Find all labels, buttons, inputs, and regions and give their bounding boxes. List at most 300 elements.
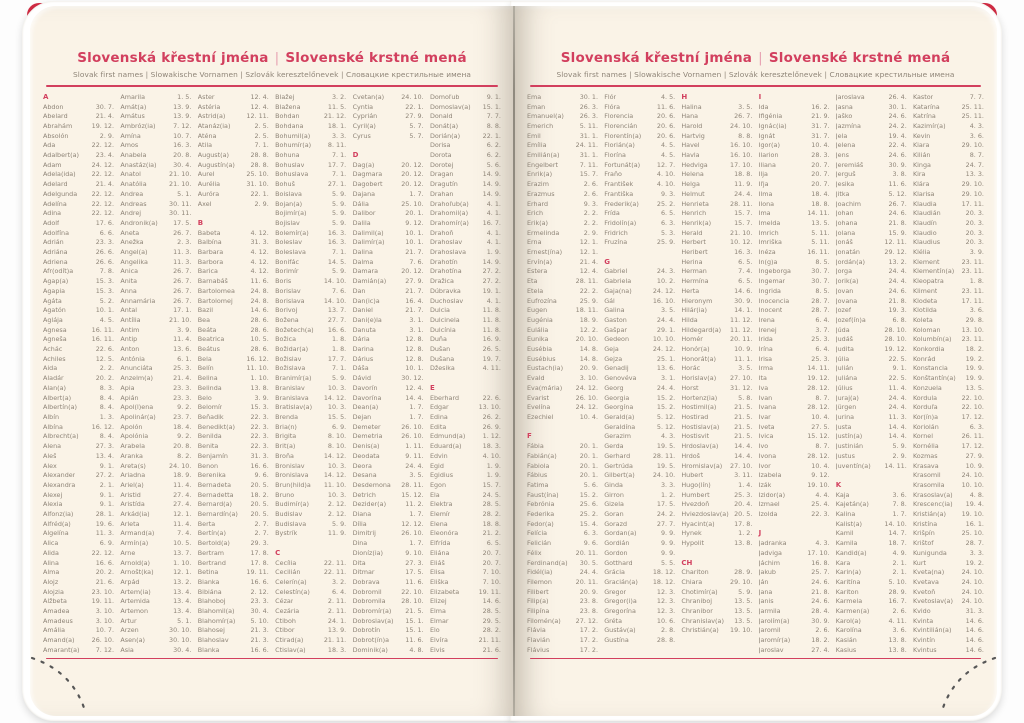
- name-entry: [43, 481, 114, 491]
- entry-name: Ervín(a): [527, 257, 553, 266]
- name-entry: [353, 170, 424, 180]
- entry-name: Anita: [120, 277, 138, 286]
- name-entry: [353, 161, 424, 171]
- entry-name: Elvis: [429, 645, 445, 654]
- entry-date: 7. 1.: [331, 170, 347, 179]
- name-entry: [604, 219, 675, 229]
- entry-name: Branislav: [275, 383, 305, 392]
- entry-date: 18. 2.: [811, 636, 830, 645]
- entry-name: Flavián: [527, 636, 550, 645]
- name-entry: [759, 297, 830, 307]
- name-entry: [836, 636, 907, 646]
- entry-date: 7. 7.: [969, 92, 984, 101]
- name-entry: [759, 597, 830, 607]
- entry-date: 28. 11.: [575, 277, 598, 286]
- name-entry: [681, 141, 752, 151]
- name-entry: [759, 112, 830, 122]
- name-entry: [527, 452, 598, 462]
- name-entry: [759, 229, 830, 239]
- entry-name: Henrich: [681, 209, 707, 218]
- name-entry: [353, 267, 424, 277]
- entry-date: 4. 3.: [815, 539, 830, 548]
- entry-name: Hostirad: [681, 413, 709, 421]
- entry-name: Anica: [120, 267, 139, 276]
- entry-name: Amos: [120, 141, 139, 150]
- name-entry: [759, 364, 830, 374]
- entry-name: Filomén(a): [527, 616, 561, 625]
- entry-name: Emanuel(a): [527, 112, 564, 121]
- entry-date: 24. 10.: [961, 568, 984, 577]
- entry-name: Inocencia: [758, 296, 790, 305]
- entry-date: 4. 10.: [482, 451, 501, 460]
- entry-date: 16. 3.: [327, 228, 347, 237]
- entry-name: Antónia: [120, 354, 145, 363]
- entry-date: 8. 7.: [815, 442, 830, 451]
- entry-name: Ambróz(ia): [120, 121, 156, 130]
- name-entry: [198, 277, 269, 287]
- entry-date: 24. 10.: [961, 577, 984, 586]
- entry-date: 17. 7.: [327, 160, 347, 169]
- entry-name: Jadranka: [758, 539, 787, 548]
- entry-date: 31. 7.: [811, 121, 830, 130]
- entry-name: Hubert: [681, 471, 704, 480]
- entry-date: 2. 2.: [583, 209, 598, 218]
- entry-name: Iveta: [758, 422, 775, 431]
- entry-date: 23. 11.: [961, 257, 984, 266]
- name-entry: [759, 209, 830, 219]
- name-entry: [759, 442, 830, 452]
- entry-name: Faust(ína): [527, 490, 559, 499]
- name-entry: [836, 200, 907, 210]
- name-entry: [353, 326, 424, 336]
- name-entry: [527, 384, 598, 394]
- name-entry: [527, 141, 598, 151]
- entry-name: Estera: [527, 267, 548, 276]
- entry-date: 28. 7.: [811, 306, 830, 315]
- entry-date: 1. 7.: [409, 539, 424, 548]
- name-entry: [604, 578, 675, 588]
- entry-date: 30. 9.: [811, 616, 830, 625]
- name-entry: [681, 588, 752, 598]
- name-entry: [681, 267, 752, 277]
- entry-date: 6. 9.: [99, 539, 114, 548]
- name-entry: [759, 326, 830, 336]
- entry-name: Blahoslav: [197, 636, 229, 645]
- name-entry: [681, 335, 752, 345]
- entry-name: Jovana: [835, 296, 858, 305]
- entry-name: Aristid: [120, 490, 141, 499]
- name-entry: [198, 529, 269, 539]
- entry-name: Krasoslav(a): [912, 490, 953, 499]
- name-entry: [604, 297, 675, 307]
- name-entry: [120, 549, 191, 559]
- name-entry: [43, 432, 114, 442]
- name-entry: [430, 190, 501, 200]
- entry-name: Florián(a): [604, 141, 635, 150]
- entry-date: 27. 3.: [95, 442, 114, 451]
- name-entry: [604, 510, 675, 520]
- entry-name: Grácia: [604, 568, 625, 577]
- entry-name: Artemon: [120, 607, 149, 616]
- name-entry: [120, 306, 191, 316]
- entry-name: Dina: [352, 539, 368, 548]
- entry-date: 13. 5.: [811, 218, 830, 227]
- entry-name: Egid: [429, 461, 444, 470]
- entry-name: Amand(a): [43, 636, 75, 645]
- entry-date: 5. 3.: [660, 228, 676, 237]
- entry-date: 3. 9.: [177, 325, 192, 334]
- perforation-arc-left: [30, 646, 100, 716]
- name-column: [120, 93, 191, 656]
- name-entry: [120, 93, 191, 103]
- entry-date: 2. 7.: [254, 529, 269, 538]
- name-entry: [430, 306, 501, 316]
- name-entry: [913, 364, 984, 374]
- entry-date: 10. 4.: [811, 461, 830, 470]
- entry-date: 13. 9.: [173, 112, 192, 121]
- entry-date: 19. 9.: [965, 364, 984, 373]
- name-entry: [913, 122, 984, 132]
- entry-date: 9. 12.: [405, 218, 424, 227]
- name-entry: [836, 462, 907, 472]
- name-entry: [836, 568, 907, 578]
- entry-date: 24. 4.: [656, 315, 676, 324]
- entry-name: Elma: [429, 607, 446, 616]
- name-entry: [913, 306, 984, 316]
- entry-date: 15. 3.: [250, 403, 269, 412]
- entry-name: Elmar: [429, 616, 449, 625]
- name-entry: [913, 141, 984, 151]
- name-entry: [527, 190, 598, 200]
- name-entry: [43, 306, 114, 316]
- entry-name: Filip(a): [527, 597, 549, 606]
- entry-date: 24. 6.: [888, 209, 907, 218]
- entry-name: Eliška: [429, 577, 449, 586]
- name-entry: [604, 122, 675, 132]
- entry-date: 24. 12.: [575, 383, 598, 392]
- entry-date: 1. 7.: [409, 189, 424, 198]
- name-entry: [430, 151, 501, 161]
- entry-date: 24. 4.: [888, 267, 907, 276]
- entry-name: Apolinár(a): [120, 413, 156, 421]
- entry-date: 12. 1.: [579, 248, 598, 257]
- entry-name: Flávia: [527, 626, 546, 635]
- entry-name: Adalbert(a): [43, 151, 80, 160]
- entry-name: Gustáv(a): [604, 626, 636, 635]
- entry-name: Gregor(i)a: [604, 597, 637, 606]
- entry-date: 24. 1.: [327, 616, 347, 625]
- entry-date: 7. 8.: [892, 500, 907, 509]
- entry-name: Belín: [197, 364, 214, 373]
- name-entry: [198, 442, 269, 452]
- entry-date: 22. 10.: [401, 587, 424, 596]
- entry-name: Erhard: [527, 199, 549, 208]
- name-entry: [353, 287, 424, 297]
- entry-name: Johana: [835, 218, 858, 227]
- entry-date: 14. 1.: [734, 306, 753, 315]
- name-entry: [120, 384, 191, 394]
- entry-date: 10. 9.: [965, 461, 984, 470]
- name-entry: [527, 229, 598, 239]
- name-entry: [43, 539, 114, 549]
- name-entry: [527, 355, 598, 365]
- entry-date: 21. 2.: [482, 529, 501, 538]
- entry-name: Aneta: [120, 228, 140, 237]
- entry-date: 26. 7.: [888, 199, 907, 208]
- entry-date: 16. 11.: [91, 325, 114, 334]
- letter-header: B: [197, 218, 204, 227]
- name-entry: [353, 491, 424, 501]
- entry-date: 19. 1.: [482, 286, 501, 295]
- entry-name: Deora: [352, 461, 372, 470]
- entry-name: Amália: [43, 626, 65, 635]
- entry-name: Irína: [758, 345, 773, 354]
- entry-name: Katrína: [912, 112, 936, 121]
- entry-name: Galina: [604, 306, 625, 315]
- name-entry: [120, 374, 191, 384]
- name-entry: [759, 287, 830, 297]
- entry-name: Irma: [758, 364, 774, 373]
- entry-name: Arnošt(ka): [120, 568, 154, 577]
- entry-name: Hildegard(a): [681, 325, 722, 334]
- entry-date: 20. 6.: [656, 121, 676, 130]
- entry-name: Ignát: [758, 131, 775, 140]
- entry-date: 22. 12.: [91, 548, 114, 557]
- entry-name: Eufrozína: [527, 296, 557, 305]
- entry-name: Imelda: [758, 218, 781, 227]
- entry-name: Drahotína: [429, 267, 462, 276]
- entry-name: Karitína: [835, 577, 861, 586]
- entry-name: Flór: [604, 92, 617, 101]
- entry-date: 9. 3.: [583, 199, 598, 208]
- name-entry: [913, 588, 984, 598]
- entry-name: Adolfína: [43, 228, 69, 237]
- entry-date: 25. 9.: [579, 296, 598, 305]
- name-entry: [43, 170, 114, 180]
- name-entry: [527, 316, 598, 326]
- entry-name: Alan(a): [43, 383, 67, 392]
- entry-name: Františka: [604, 189, 634, 198]
- entry-date: 30. 4.: [173, 645, 192, 654]
- entry-date: 30. 1.: [579, 92, 598, 101]
- name-entry: [120, 452, 191, 462]
- name-entry: [120, 539, 191, 549]
- entry-name: Bruno: [275, 490, 295, 499]
- name-entry: [430, 141, 501, 151]
- name-entry: [759, 617, 830, 627]
- entry-name: Kor(ín)a: [912, 413, 939, 421]
- entry-name: Anatólia: [120, 180, 147, 189]
- letter-header: C: [275, 548, 281, 557]
- entry-name: Adelard: [43, 180, 68, 189]
- entry-date: 26. 6.: [95, 257, 114, 266]
- entry-date: 11. 4.: [173, 335, 192, 344]
- entry-name: Eberhard: [429, 393, 460, 402]
- letter-header: D: [352, 151, 359, 159]
- name-entry: [353, 112, 424, 122]
- entry-date: 22. 5.: [888, 354, 907, 363]
- entry-date: 27. 4.: [173, 500, 192, 509]
- entry-date: 6. 4.: [815, 315, 830, 324]
- name-entry: [198, 500, 269, 510]
- entry-date: 12. 11.: [246, 112, 269, 121]
- name-entry: [43, 364, 114, 374]
- entry-name: Hortenz(ia): [681, 393, 718, 402]
- entry-name: Júda: [835, 325, 850, 334]
- entry-name: Elo: [429, 626, 440, 635]
- entry-name: Helena: [681, 170, 704, 179]
- name-entry: [275, 180, 346, 190]
- entry-name: Kastor: [912, 92, 934, 101]
- entry-name: Hostimil(a): [681, 403, 717, 412]
- name-entry: [913, 626, 984, 636]
- entry-name: Kristína: [912, 519, 938, 528]
- letter-header: F: [527, 432, 532, 441]
- entry-date: 17. 10.: [730, 160, 753, 169]
- entry-name: Dražica: [429, 277, 454, 286]
- entry-name: Anunciáta: [120, 364, 153, 373]
- name-entry: [198, 568, 269, 578]
- entry-date: 4. 1.: [486, 199, 501, 208]
- name-entry: [120, 403, 191, 413]
- entry-date: 20. 5.: [250, 500, 269, 509]
- name-entry: [604, 374, 675, 384]
- entry-name: Ariel(a): [120, 480, 144, 489]
- name-entry: [120, 442, 191, 452]
- name-entry: [275, 578, 346, 588]
- entry-date: 29. 10.: [961, 180, 984, 189]
- name-entry: [198, 364, 269, 374]
- entry-name: Chranibor: [681, 607, 713, 616]
- name-entry: [836, 122, 907, 132]
- entry-date: 11. 6.: [250, 277, 269, 286]
- entry-date: 31. 3.: [250, 238, 269, 247]
- name-entry: [198, 355, 269, 365]
- entry-date: 22. 10.: [961, 393, 984, 402]
- entry-date: 13. 7.: [173, 548, 192, 557]
- entry-name: Adela(ida): [43, 170, 76, 179]
- entry-date: 13. 2.: [888, 257, 907, 266]
- entry-date: 21. 5.: [734, 422, 753, 431]
- entry-name: Horst: [681, 383, 699, 392]
- entry-date: 13. 10.: [961, 325, 984, 334]
- name-entry: [430, 93, 501, 103]
- entry-name: Cyril(a): [352, 121, 376, 130]
- entry-name: Konrád: [912, 354, 936, 363]
- entry-name: Genadij: [604, 364, 629, 373]
- entry-date: 15. 2.: [579, 490, 598, 499]
- name-entry: [527, 568, 598, 578]
- entry-name: Dajana: [352, 189, 376, 198]
- entry-date: 13. 7.: [327, 306, 347, 315]
- entry-date: 19. 2.: [965, 354, 984, 363]
- entry-date: 7. 8.: [99, 267, 114, 276]
- entry-name: Ilja: [758, 170, 768, 179]
- entry-date: 7. 12.: [173, 121, 192, 130]
- entry-date: 14. 11.: [807, 209, 830, 218]
- entry-name: Fraňo: [604, 170, 622, 179]
- name-entry: [527, 364, 598, 374]
- name-entry: [43, 258, 114, 268]
- name-entry: [198, 384, 269, 394]
- name-entry: [681, 510, 752, 520]
- entry-name: Antip: [120, 335, 138, 344]
- name-entry: [527, 151, 598, 161]
- name-entry: [275, 559, 346, 569]
- entry-date: 14. 4.: [405, 393, 424, 402]
- name-columns-left: [30, 87, 514, 656]
- entry-name: Kinga: [912, 160, 931, 169]
- entry-date: 16. 6.: [250, 461, 269, 470]
- entry-date: 2. 9.: [892, 451, 907, 460]
- entry-name: Jáchim: [758, 558, 780, 567]
- name-entry: [527, 103, 598, 113]
- name-entry: [527, 588, 598, 598]
- entry-date: 24. 6.: [811, 597, 830, 606]
- column-spacer: [681, 549, 752, 559]
- name-entry: [604, 413, 675, 423]
- entry-date: 5. 12.: [888, 189, 907, 198]
- name-entry: [198, 491, 269, 501]
- name-entry: [604, 471, 675, 481]
- name-entry: [430, 549, 501, 559]
- name-entry: [430, 432, 501, 442]
- entry-date: 10. 12.: [730, 238, 753, 247]
- entry-name: Cecília: [275, 558, 297, 567]
- entry-date: 1. 5.: [177, 92, 192, 101]
- page-header: [30, 6, 514, 87]
- entry-name: Aranka: [120, 451, 143, 460]
- name-entry: [913, 442, 984, 452]
- name-entry: [353, 578, 424, 588]
- entry-date: 22. 6.: [482, 393, 501, 402]
- entry-date: 28. 2.: [482, 510, 501, 519]
- name-entry: [759, 559, 830, 569]
- entry-date: 5. 12.: [656, 412, 676, 421]
- entry-date: 11. 3.: [173, 248, 192, 257]
- name-entry: [43, 355, 114, 365]
- entry-date: 24. 10.: [730, 121, 753, 130]
- name-entry: [198, 161, 269, 171]
- entry-date: 20. 11.: [730, 335, 753, 344]
- entry-name: Karol(a): [835, 616, 861, 625]
- entry-date: 15. 2.: [656, 393, 676, 402]
- entry-date: 21. 4.: [173, 374, 192, 383]
- name-entry: [836, 413, 907, 423]
- entry-name: Andreas: [120, 199, 147, 208]
- entry-name: Koleta: [912, 315, 933, 324]
- entry-date: 15. 7.: [579, 170, 598, 179]
- page-right: [514, 6, 997, 716]
- entry-date: 3. 1.: [660, 374, 676, 383]
- name-entry: [836, 190, 907, 200]
- name-entry: [836, 209, 907, 219]
- entry-name: Bohuslava: [275, 170, 309, 179]
- entry-name: Jorga: [835, 267, 853, 276]
- entry-name: Bronislava: [275, 471, 309, 480]
- name-entry: [913, 597, 984, 607]
- name-entry: [275, 326, 346, 336]
- entry-date: 13. 10.: [478, 403, 501, 412]
- name-entry: [913, 491, 984, 501]
- entry-name: Enrik(a): [527, 170, 553, 179]
- name-entry: [353, 539, 424, 549]
- entry-date: 7. 11.: [579, 160, 598, 169]
- entry-date: 7. 4.: [177, 529, 192, 538]
- entry-name: Konkordia: [912, 345, 945, 354]
- name-entry: [604, 442, 675, 452]
- name-entry: [836, 588, 907, 598]
